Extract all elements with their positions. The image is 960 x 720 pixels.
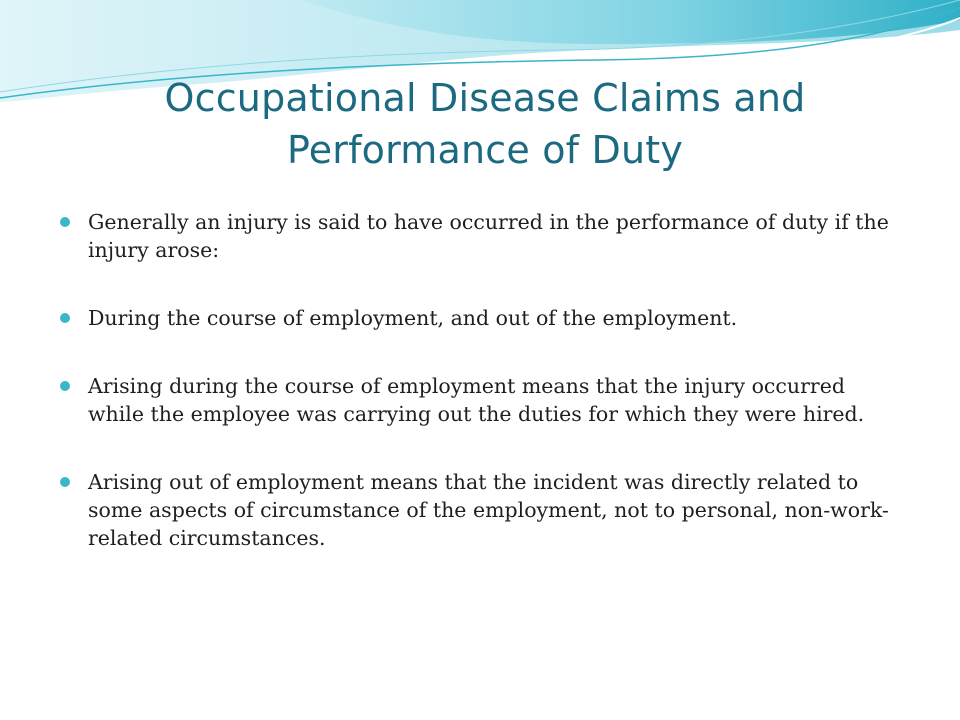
- bullet-item-3: [60, 372, 900, 428]
- bullet-item-1: [60, 208, 900, 264]
- bullet-text: Arising during the course of employment means that the injury occurred while the employee was carrying out the duties for which they were hired.: [88, 374, 865, 426]
- bullet-text: Arising out of employment means that the incident was directly related to some aspects of circumstance of the employment, not to personal, non-work-related circumstances.: [88, 470, 889, 550]
- bullet-dot-icon: [60, 477, 70, 487]
- bullet-dot-icon: [60, 381, 70, 391]
- bullet-item-2: [60, 304, 900, 332]
- bullet-text: During the course of employment, and out of the employment.: [88, 306, 738, 330]
- slide-title: Occupational Disease Claims and Performance of Duty: [164, 76, 806, 172]
- bullet-list: [60, 208, 900, 552]
- bullet-text: Generally an injury is said to have occurred in the performance of duty if the injury arose:: [88, 210, 889, 262]
- bullet-item-4: [60, 468, 900, 552]
- bullet-dot-icon: [60, 313, 70, 323]
- bullet-dot-icon: [60, 217, 70, 227]
